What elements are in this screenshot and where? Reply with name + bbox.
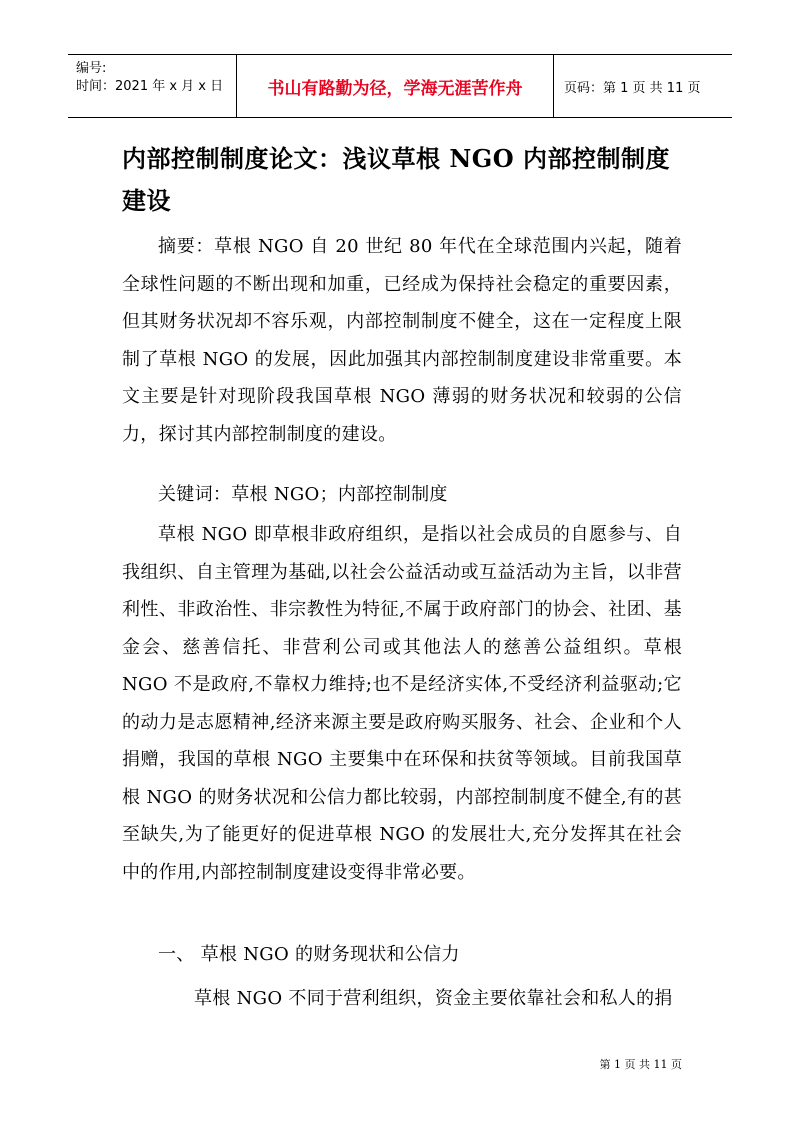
- definition-paragraph: 草根 NGO 即草根非政府组织，是指以社会成员的自愿参与、自我组织、自主管理为基础,以社会公益活动或互益活动为主旨，以非营利性、非政治性、非宗教性为特征,不属于政府部门的协会、社团、基金会、慈善信托、非营利公司或其他法人的慈善公益组织。草根 NGO 不是政府,不靠权力维持;也不是经济实体,不受经济利益驱动;它的动力是志愿精神,经济来源主要是政府购买服务、社会、企业和个人捐赠，我国的草根 NGO 主要集中在环保和扶贫等领域。目前我国草根 NGO 的财务状况和公信力都比较弱，内部控制制度不健全,有的甚至缺失,为了能更好的促进草根 NGO 的发展壮大,充分发挥其在社会中的作用,内部控制制度建设变得非常必要。: [122, 524, 682, 883]
- keywords-paragraph: 关键词：草根 NGO；内部控制制度: [158, 484, 448, 505]
- section-heading: 一、 草根 NGO 的财务现状和公信力: [158, 944, 460, 965]
- date-label: 时间：2021 年 x 月 x 日: [76, 79, 224, 94]
- header-page-cell: [554, 55, 732, 117]
- header-meta: [68, 55, 236, 117]
- serial-number-label: 编号:: [76, 61, 107, 76]
- motto-text: 书山有路勤为径，学海无涯苦作舟: [267, 78, 523, 99]
- section-paragraph: 草根 NGO 不同于营利组织，资金主要依靠社会和私人的捐: [194, 988, 673, 1009]
- document-title: 内部控制制度论文：浅议草根 NGO 内部控制制度建设: [122, 144, 671, 215]
- document-header: [68, 54, 732, 118]
- abstract-paragraph: 摘要：草根 NGO 自 20 世纪 80 年代在全球范围内兴起，随着全球性问题的不断出现和加重，已经成为保持社会稳定的重要因素，但其财务状况却不容乐观，内部控制制度不健全，这在一定程度上限制了草根 NGO 的发展，因此加强其内部控制制度建设非常重要。本文主要是针对现阶段我国草根 NGO 薄弱的财务状况和较弱的公信力，探讨其内部控制制度的建设。: [122, 236, 682, 445]
- page-footer: 第 1 页 共 11 页: [599, 1058, 682, 1071]
- page-number-label: 页码：第 1 页 共 11 页: [564, 80, 701, 96]
- header-motto-cell: [236, 55, 554, 117]
